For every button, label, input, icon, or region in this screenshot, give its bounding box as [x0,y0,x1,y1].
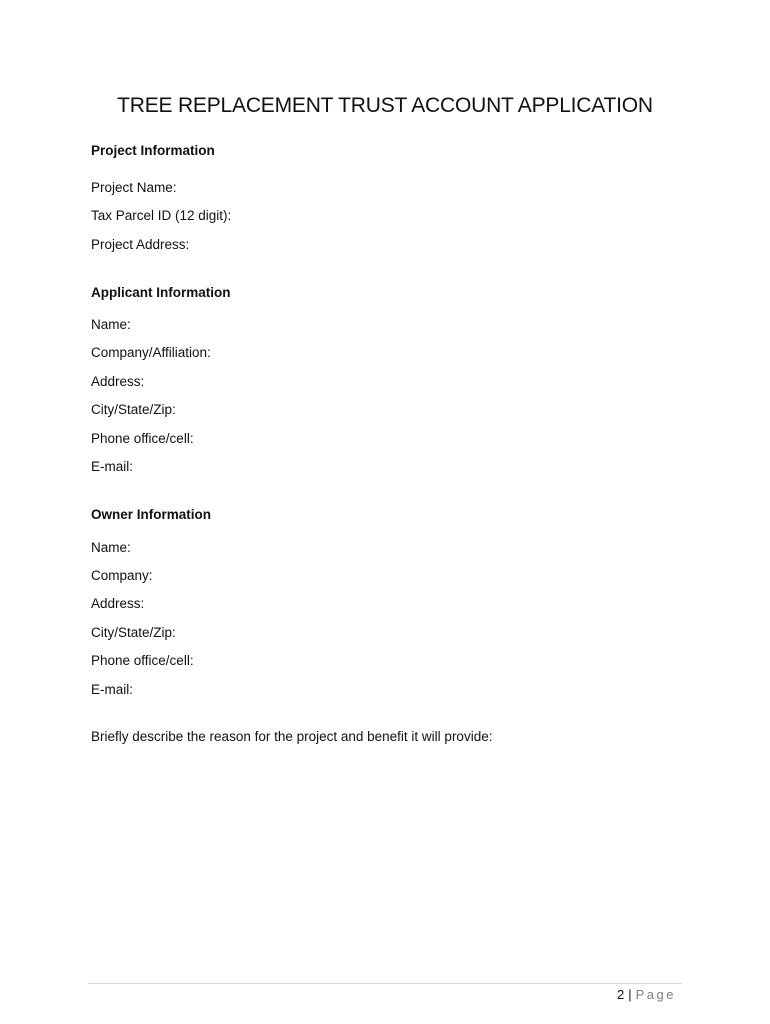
applicant-phone-label: Phone office/cell: [91,431,194,446]
owner-phone-label: Phone office/cell: [91,653,194,668]
applicant-email-label: E-mail: [91,459,134,474]
page-footer [617,987,676,1002]
page-title: TREE REPLACEMENT TRUST ACCOUNT APPLICATION [117,94,653,117]
applicant-address-label: Address: [91,374,145,389]
applicant-information-heading: Applicant Information [91,285,231,300]
page-label: Page [635,987,676,1002]
owner-company-label: Company: [91,568,153,583]
owner-city-state-zip-label: City/State/Zip: [91,625,176,640]
owner-information-heading: Owner Information [91,507,212,522]
owner-name-label: Name: [91,540,131,555]
applicant-city-state-zip-label: City/State/Zip: [91,402,176,417]
footer-divider [88,983,682,984]
owner-address-label: Address: [91,596,145,611]
project-description-prompt: Briefly describe the reason for the project and benefit it will provide: [91,729,493,744]
applicant-name-label: Name: [91,317,131,332]
applicant-company-label: Company/Affiliation: [91,345,211,360]
page-number: 2 [617,987,625,1002]
footer-separator: | [628,987,632,1002]
owner-email-label: E-mail: [91,682,134,697]
project-address-label: Project Address: [91,237,190,252]
tax-parcel-id-label: Tax Parcel ID (12 digit): [91,208,232,223]
project-name-label: Project Name: [91,180,177,195]
project-information-heading: Project Information [91,143,215,158]
